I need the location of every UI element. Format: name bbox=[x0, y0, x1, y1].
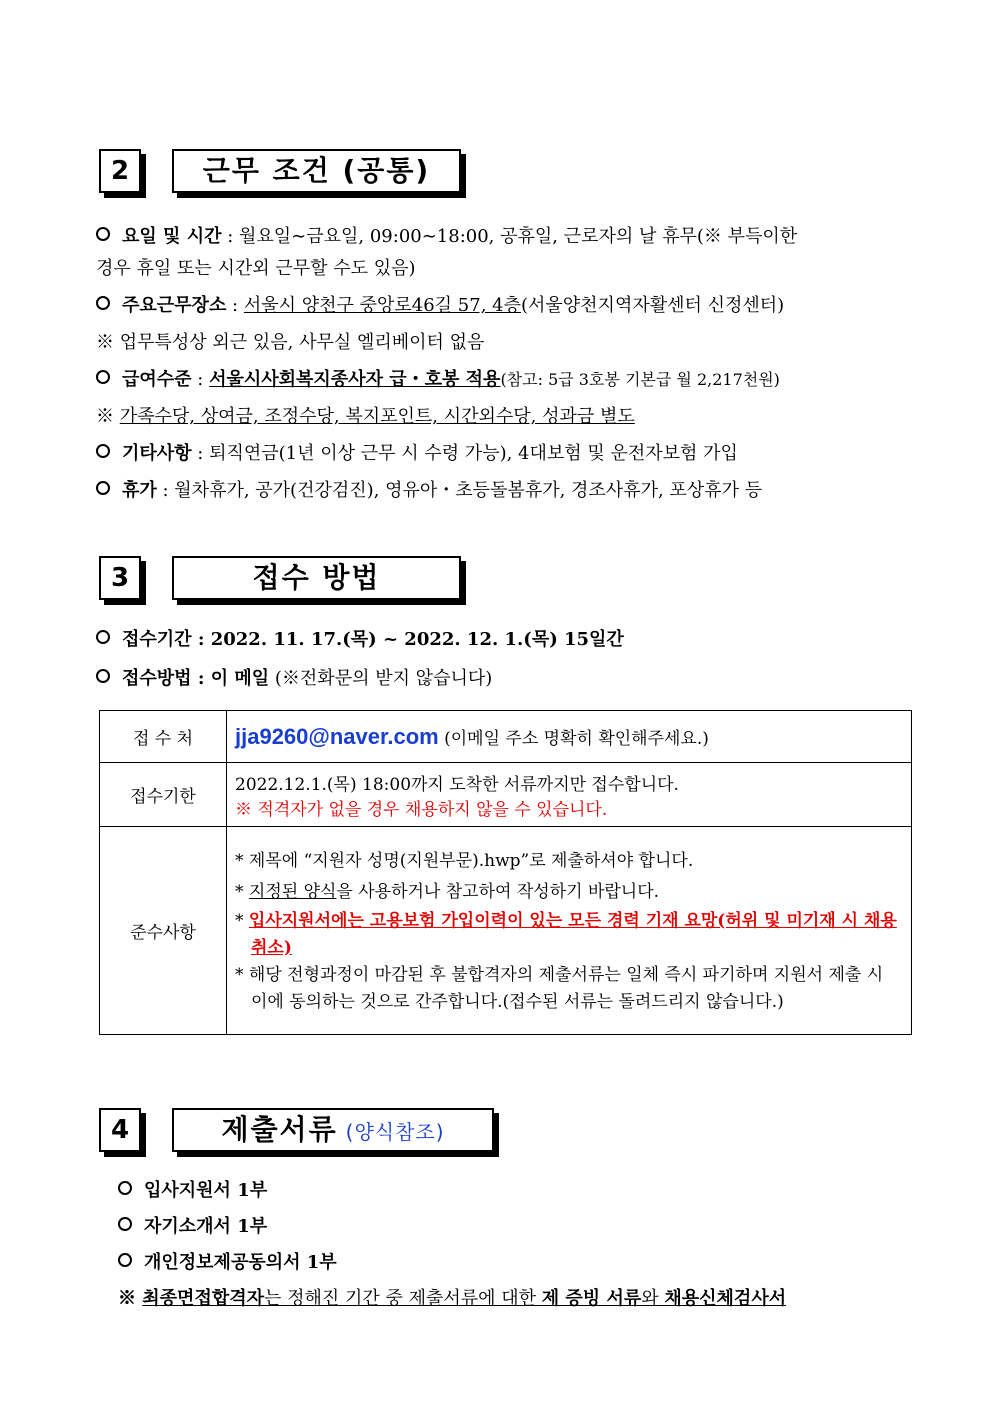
apply-period: 접수기간 : 2022. 11. 17.(목) ~ 2022. 12. 1.(목) 15일간 bbox=[96, 625, 624, 651]
salary: 급여수준 : 서울시사회복지종사자 급・호봉 적용(참고: 5급 3호봉 기본급 월 2,217천원) bbox=[96, 365, 780, 391]
doc-item: 개인정보제공동의서 1부 bbox=[118, 1248, 337, 1274]
table-row bbox=[100, 763, 912, 827]
circle-bullet-icon bbox=[96, 227, 110, 241]
section-title: 근무 조건 (공통) bbox=[172, 149, 461, 193]
circle-bullet-icon bbox=[96, 669, 110, 683]
circle-bullet-icon bbox=[96, 370, 110, 384]
rules-cell: * 제목에 “지원자 성명(지원부문).hwp”로 제출하셔야 합니다. * 지정된 양식을 사용하거나 참고하여 작성하기 바랍니다. * 입사지원서에는 고용보험 가입이력이 있는 모든 경력 기재 요망(허위 및 미기재 시 채용 취소) * 해당 전형과정이 마감된 후 불합격자의 제출서류는 일체 즉시 파기하며 지원서 제출 시 이에 동의하는 것으로 간주합니다.(접수된 서류는 돌려드리지 않습니다.) bbox=[227, 827, 912, 1035]
doc-item: 입사지원서 1부 bbox=[118, 1176, 267, 1202]
deadline-cell: 2022.12.1.(목) 18:00까지 도착한 서류까지만 접수합니다. ※ 적격자가 없을 경우 채용하지 않을 수 있습니다. bbox=[227, 763, 912, 827]
section-title: 제출서류 (양식참조) bbox=[172, 1108, 494, 1152]
apply-info-table bbox=[99, 710, 912, 1035]
section-number: 2 bbox=[99, 149, 141, 193]
row-header: 접수기한 bbox=[100, 763, 227, 827]
circle-bullet-icon bbox=[96, 630, 110, 644]
allowance-note: ※ 가족수당, 상여금, 조정수당, 복지포인트, 시간외수당, 성과금 별도 bbox=[96, 406, 635, 427]
work-hours: 요일 및 시간 : 월요일∼금요일, 09:00∼18:00, 공휴일, 근로자의 날 휴무(※ 부득이한 bbox=[96, 222, 797, 248]
etc: 기타사항 : 퇴직연금(1년 이상 근무 시 수령 가능), 4대보험 및 운전자보험 가입 bbox=[96, 439, 738, 465]
section-number: 4 bbox=[99, 1108, 141, 1152]
email-cell: jja9260@naver.com (이메일 주소 명확히 확인해주세요.) bbox=[227, 711, 912, 763]
circle-bullet-icon bbox=[118, 1217, 132, 1231]
table-row bbox=[100, 711, 912, 763]
work-place: 주요근무장소 : 서울시 양천구 중앙로46길 57, 4층(서울양천지역자활센터 신정센터) bbox=[96, 291, 784, 317]
table-row bbox=[100, 827, 912, 1035]
circle-bullet-icon bbox=[96, 444, 110, 458]
final-note: ※ 최종면접합격자는 정해진 기간 중 제출서류에 대한 제 증빙 서류와 채용신체검사서 bbox=[118, 1288, 787, 1309]
circle-bullet-icon bbox=[118, 1253, 132, 1267]
email-link[interactable]: jja9260@naver.com bbox=[235, 723, 439, 749]
row-header: 준수사항 bbox=[100, 827, 227, 1035]
work-place-note: ※ 업무특성상 외근 있음, 사무실 엘리베이터 없음 bbox=[96, 332, 485, 353]
work-hours-cont: 경우 휴일 또는 시간외 근무할 수도 있음) bbox=[96, 258, 416, 279]
leave: 휴가 : 월차휴가, 공가(건강검진), 영유아・초등돌봄휴가, 경조사휴가, 포상휴가 등 bbox=[96, 476, 762, 502]
row-header: 접 수 처 bbox=[100, 711, 227, 763]
section-number: 3 bbox=[99, 556, 141, 600]
rule-item: * 지정된 양식을 사용하거나 참고하여 작성하기 바랍니다. bbox=[235, 881, 660, 902]
apply-method: 접수방법 : 이 메일 (※전화문의 받지 않습니다) bbox=[96, 664, 492, 690]
circle-bullet-icon bbox=[118, 1181, 132, 1195]
section-title: 접수 방법 bbox=[172, 556, 461, 600]
circle-bullet-icon bbox=[96, 296, 110, 310]
circle-bullet-icon bbox=[96, 481, 110, 495]
doc-item: 자기소개서 1부 bbox=[118, 1212, 267, 1238]
rule-item: * 입사지원서에는 고용보험 가입이력이 있는 모든 경력 기재 요망(허위 및 미기재 시 채용 취소) bbox=[235, 910, 897, 958]
